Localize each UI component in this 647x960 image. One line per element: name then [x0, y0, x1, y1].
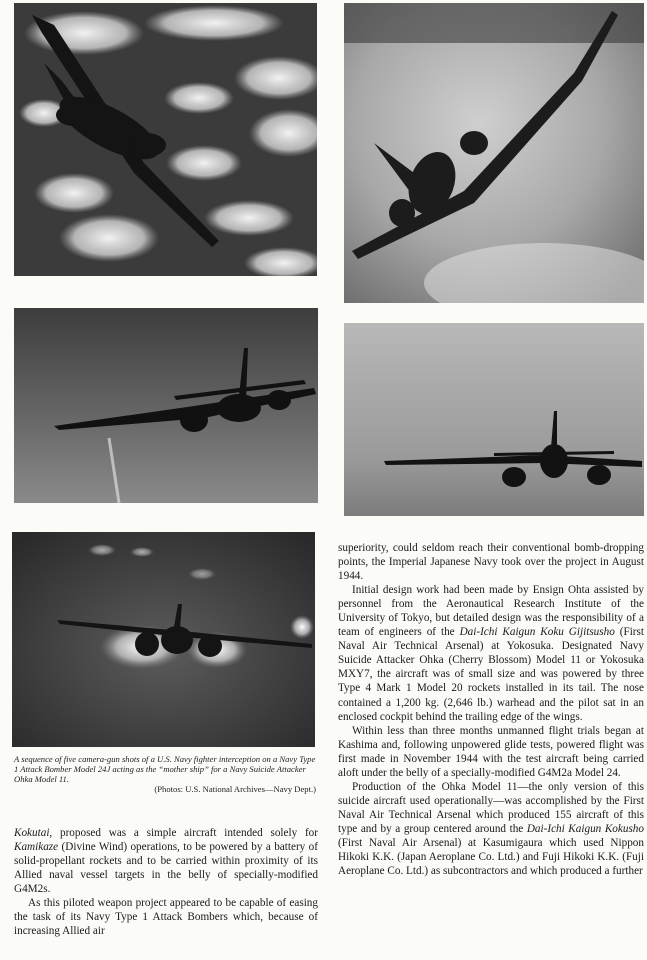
right-paragraph-3: Within less than three months unmanned flight trials began at Kashima and, following unpowered glide tests, powered flight was first made in November 1944 with the test aircraft being carried aloft under the belly of a specially-modified G4M2a Model 24.: [338, 724, 644, 779]
left-paragraph-1: Kokutai, proposed was a simple aircraft intended solely for Kamikaze (Divine Wind) operations, to be powered by a battery of solid-propellant rockets and to be carried within proximity of its Allied naval vessel targets in the belly of specially-modified G4M2s.: [14, 827, 318, 896]
photo-bomber-with-gunfire: [12, 532, 315, 747]
right-paragraph-1: superiority, could seldom reach their conventional bomb-dropping points, the Imperial Japanese Navy took over the project in August 1944.: [338, 542, 644, 583]
right-text-column: [338, 541, 644, 878]
right-paragraph-2: Initial design work had been made by Ensign Ohta assisted by personnel from the Aeronautical Research Institute of the University of Tokyo, but detailed design was the responsibility of a team of engineers of the Dai-Ichi Kaigun Koku Gijitsusho (First Naval Air Technical Arsenal) at Yokosuka. Designated Navy Suicide Attacker Ohka (Cherry Blossom) Model 11 or Yokosuka MXY7, the aircraft was of small size and was powered by three Type 4 Mark 1 Model 20 rockets installed in its tail. The nose contained a 1,200 kg. (2,646 lb.) warhead and the pilot sat in an enclosed cockpit behind the trailing edge of the wings.: [338, 584, 644, 723]
photo-aircraft-overhead: [344, 3, 644, 303]
photo-aircraft-diving-clouds: [14, 3, 317, 276]
right-paragraph-4: Production of the Ohka Model 11—the only version of this suicide aircraft used operationally—was accomplished by the First Naval Air Technical Arsenal which produced 155 aircraft of this type and by a group centered around the Dai-Ichi Kaigun Kokusho (First Naval Air Arsenal) at Kasumigaura which used Nippon Hikoki K.K. (Japan Aeroplane Co. Ltd.) and Fuji Hikoki K.K. (Fuji Aeroplane Co. Ltd.) as subcontractors and which produced a further: [338, 780, 644, 878]
photo-bomber-distant: [344, 323, 644, 516]
photo-bomber-silhouette: [14, 308, 318, 503]
caption-text: A sequence of five camera-gun shots of a U.S. Navy fighter interception on a Navy Type 1 Attack Bomber Model 24J acting as the “mother ship” for a Navy Suicide Attacker Ohka Model 11.: [14, 754, 316, 784]
photo-credit: (Photos: U.S. National Archives—Navy Dept.): [154, 784, 316, 794]
left-paragraph-2: As this piloted weapon project appeared to be capable of easing the task of its Navy Type 1 Attack Bombers which, because of increasing Allied air: [14, 897, 318, 938]
left-text-column: [14, 826, 318, 938]
photo-caption: [14, 754, 318, 794]
